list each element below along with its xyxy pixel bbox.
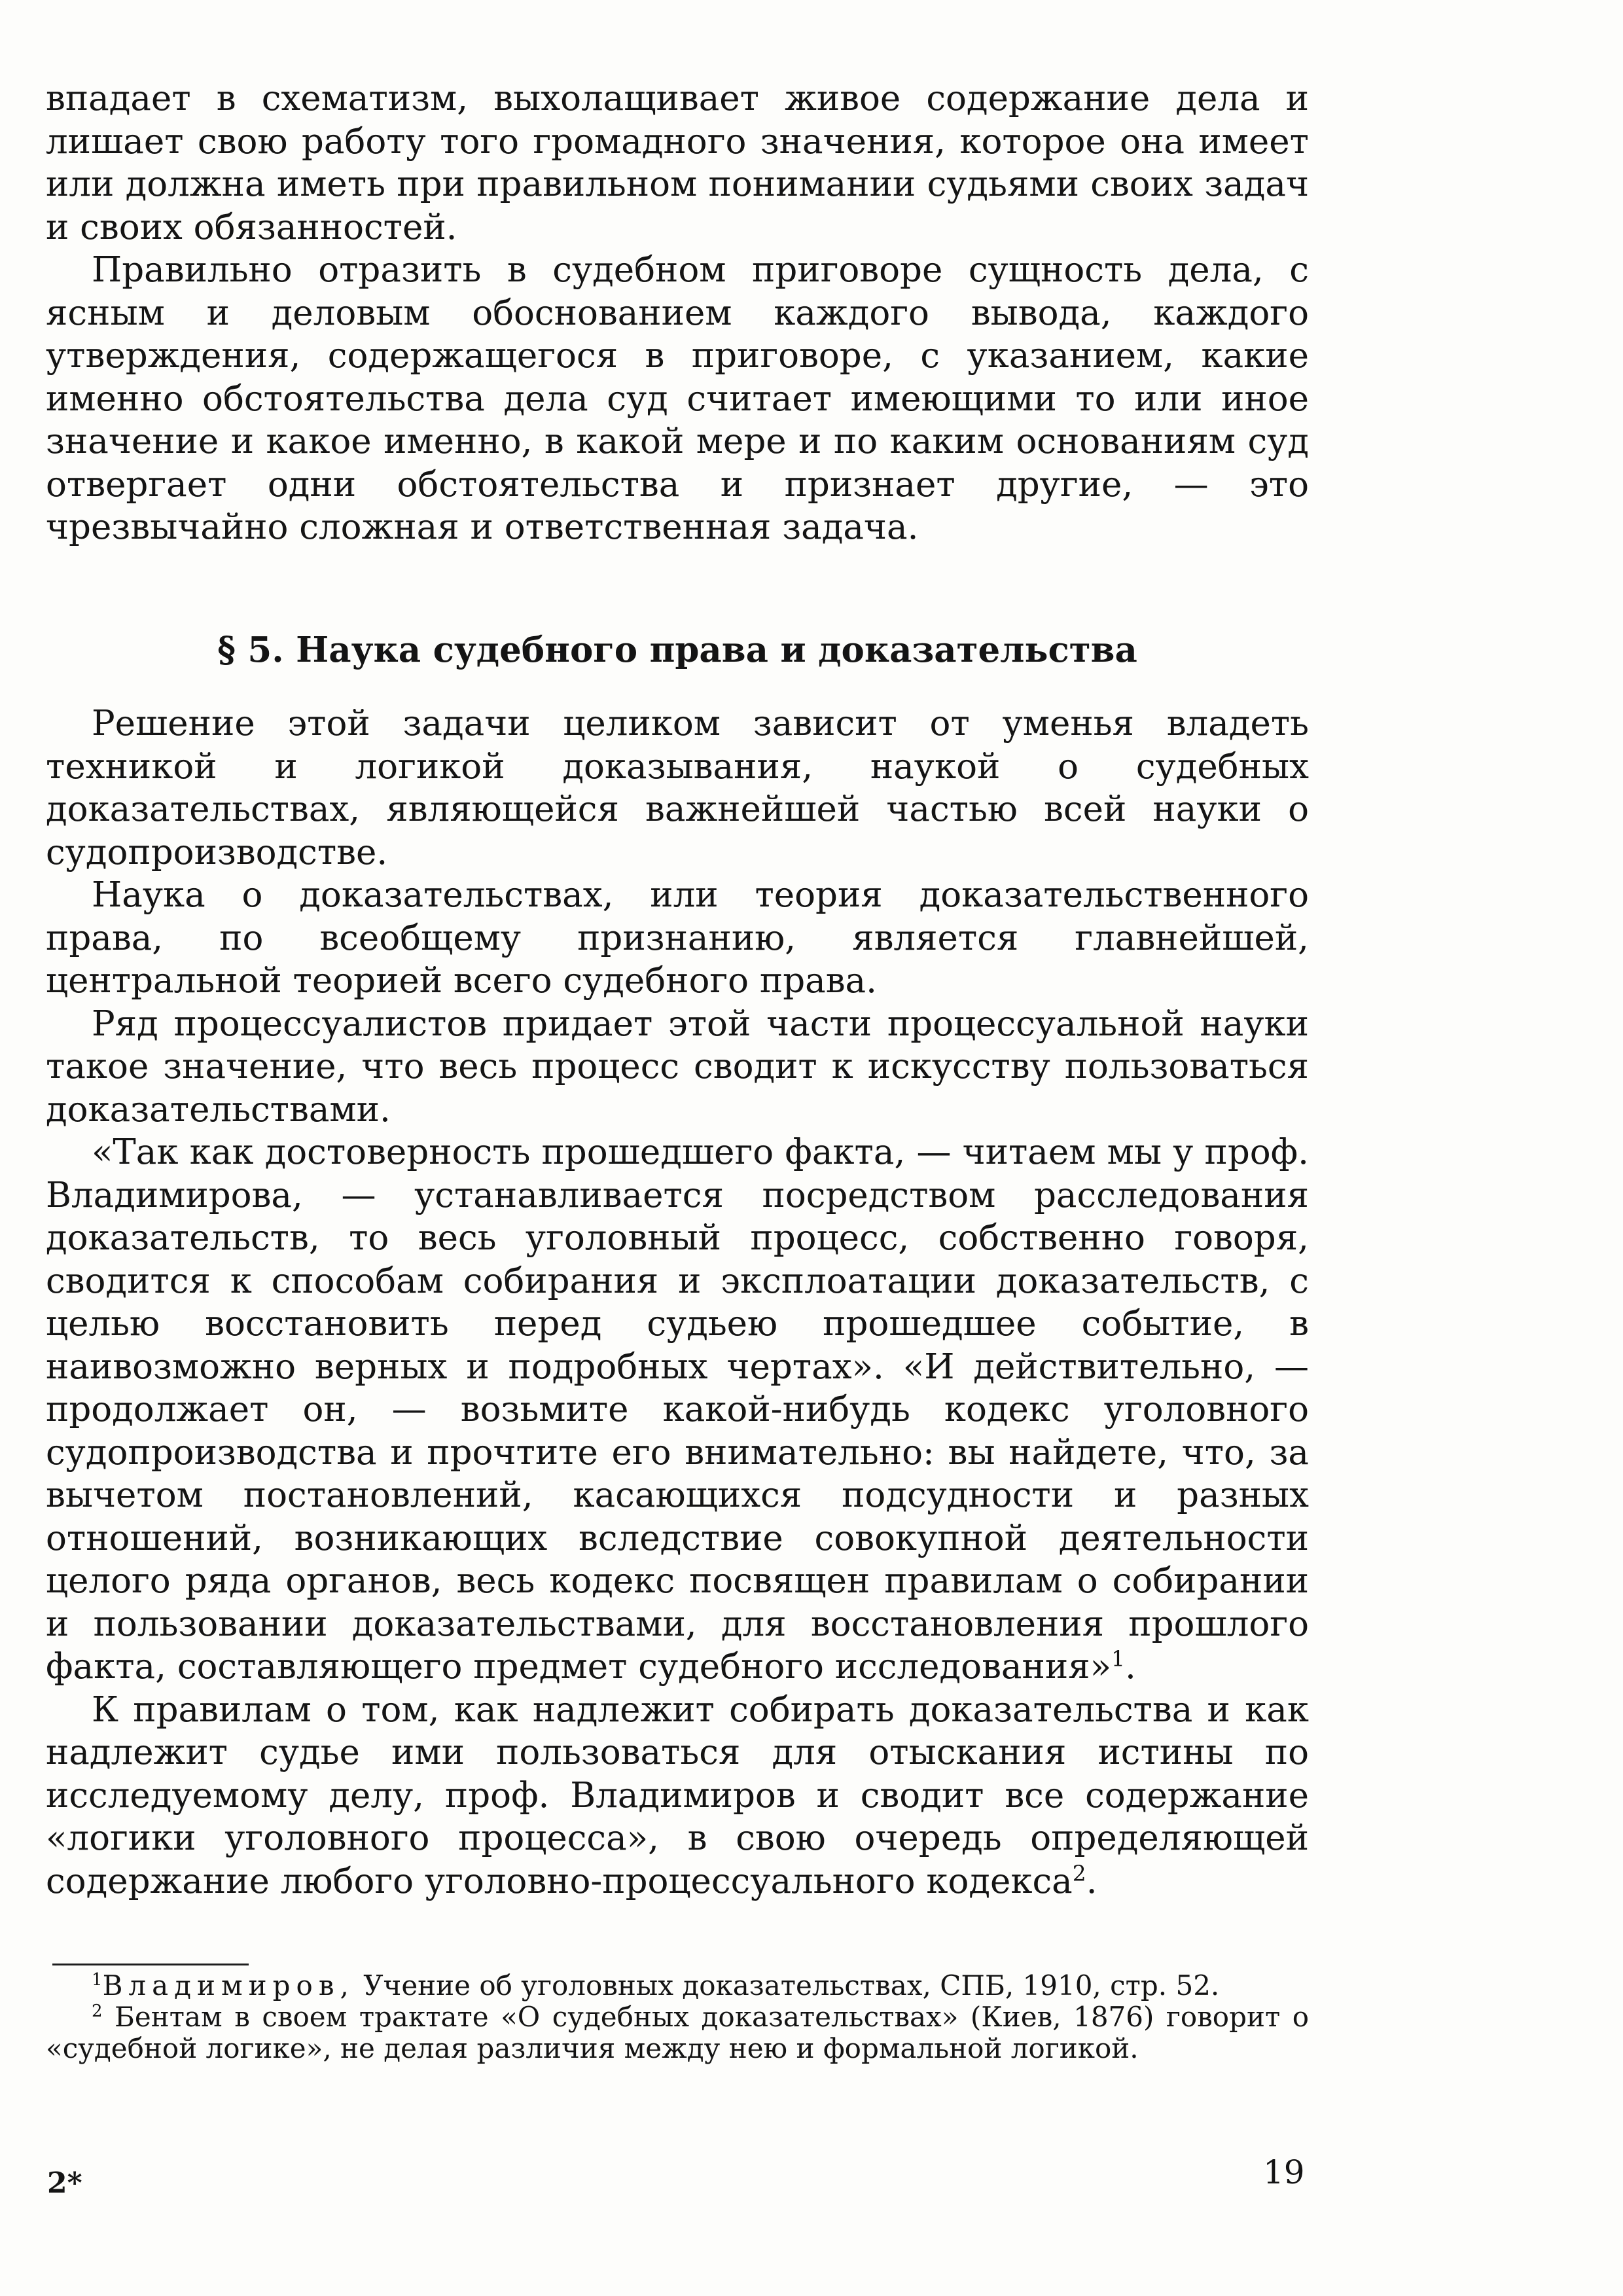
footnote-2 [46,2001,1309,2064]
section-paragraph-1: Решение этой задачи целиком зависит от уменья владеть техникой и логикой доказывания, наукой о судебных доказательствах, являющейся важнейшей частью всей науки о судопроизводстве. [46,704,1309,872]
footnotes [46,1970,1309,2064]
footnote-author: Владимиров, [102,1969,355,2001]
section-body [46,702,1309,1903]
footnote-1 [46,1970,1309,2001]
section-paragraph-4: «Так как достоверность прошедшего факта, — читаем мы у проф. Владимирова, — устанавливается посредством расследования доказательств, то весь уголовный процесс, собственно говоря, сводится к способам собирания и эксплоатации доказательств, с целью восстановить перед судьею прошедшее событие, в наивозможно верных и подробных чертах». «И действительно, — продолжает он, — возьмите какой-нибудь кодекс уголовного судопроизводства и прочтите его внимательно: вы найдете, что, за вычетом постановлений, касающихся подсудности и разных отношений, возникающих вследствие совокупной деятельности целого ряда органов, весь кодекс посвящен правилам о собирании и пользовании доказательствами, для восстановления прошлого факта, составляющего предмет судебного исследования»$^1$. [46,1132,1309,1687]
intro-paragraph-2: Правильно отразить в судебном приговоре сущность дела, с ясным и деловым обоснованием каждого вывода, каждого утверждения, содержащегося в приговоре, с указанием, какие именно обстоятельства дела суд считает имеющими то или иное значение и какое именно, в какой мере и по каким основаниям суд отвергает одни обстоятельства и признает другие, — это чрезвычайно сложная и ответственная задача. [46,250,1309,547]
section-paragraph-3: Ряд процессуалистов придает этой части процессуальной науки такое значение, что весь процесс сводит к искусству пользоваться доказательствами. [46,1003,1309,1130]
footnote-ref-2: 2 [1072,1859,1086,1886]
section-heading: § 5. Наука судебного права и доказательства [217,630,1137,670]
footnote-mark: 2 [92,2001,103,2021]
footnote-text: Бентам в своем трактате «О судебных доказательствах» (Киев, 1876) говорит о «судебной логике», не делая различия между нею и формальной логикой. [46,2001,1309,2064]
intro-block [46,77,1309,549]
quote-text: «Так как достоверность прошедшего факта, — читаем мы у проф. Владимирова, — устанавливается посредством расследования доказательств, то весь уголовный процесс, собственно говоря, сводится к способам собирания и эксплоатации доказательств, с целью восстановить перед судьею прошедшее событие, в наивозможно верных и подробных чертах». «И действительно, — продолжает он, — возьмите какой-нибудь кодекс уголовного судопроизводства и прочтите его внимательно: вы найдете, что, за вычетом постановлений, касающихся подсудности и разных отношений, возникающих вследствие совокупной деятельности целого ряда органов, весь кодекс посвящен правилам о собирании и пользовании доказательствами, для восстановления прошлого факта, составляющего предмет судебного исследования» [46,1132,1309,1687]
footnote-ref-1: 1 [1111,1645,1125,1672]
footnote-divider [52,1964,249,1965]
section-paragraph-5: К правилам о том, как надлежит собирать доказательства и как надлежит судье ими пользоваться для отыскания истины по исследуемому делу, проф. Владимиров и сводит все содержание «логики уголовного процесса», в свою очередь определяющей содержание любого уголовно-процессуального кодекса$^2$. [46,1689,1309,1901]
footnote-text: Учение об уголовных доказательствах, СПБ, 1910, стр. 52. [354,1969,1220,2001]
printer-signature: 2* [47,2166,82,2200]
intro-paragraph-1: впадает в схематизм, выхолащивает живое содержание дела и лишает свою работу того громадного значения, которое она имеет или должна иметь при правильном понимании судьями своих задач и своих обязанностей. [46,79,1309,247]
footnote-mark: 1 [92,1970,103,1990]
paragraph-text: К правилам о том, как надлежит собирать доказательства и как надлежит судье ими пользоваться для отыскания истины по исследуемому делу, проф. Владимиров и сводит все содержание «логики уголовного процесса», в свою очередь определяющей содержание любого уголовно-процессуального кодекса [46,1689,1309,1901]
section-paragraph-2: Наука о доказательствах, или теория доказательственного права, по всеобщему признанию, является главнейшей, центральной теорией всего судебного права. [46,875,1309,1001]
page-number: 19 [1263,2153,1305,2191]
